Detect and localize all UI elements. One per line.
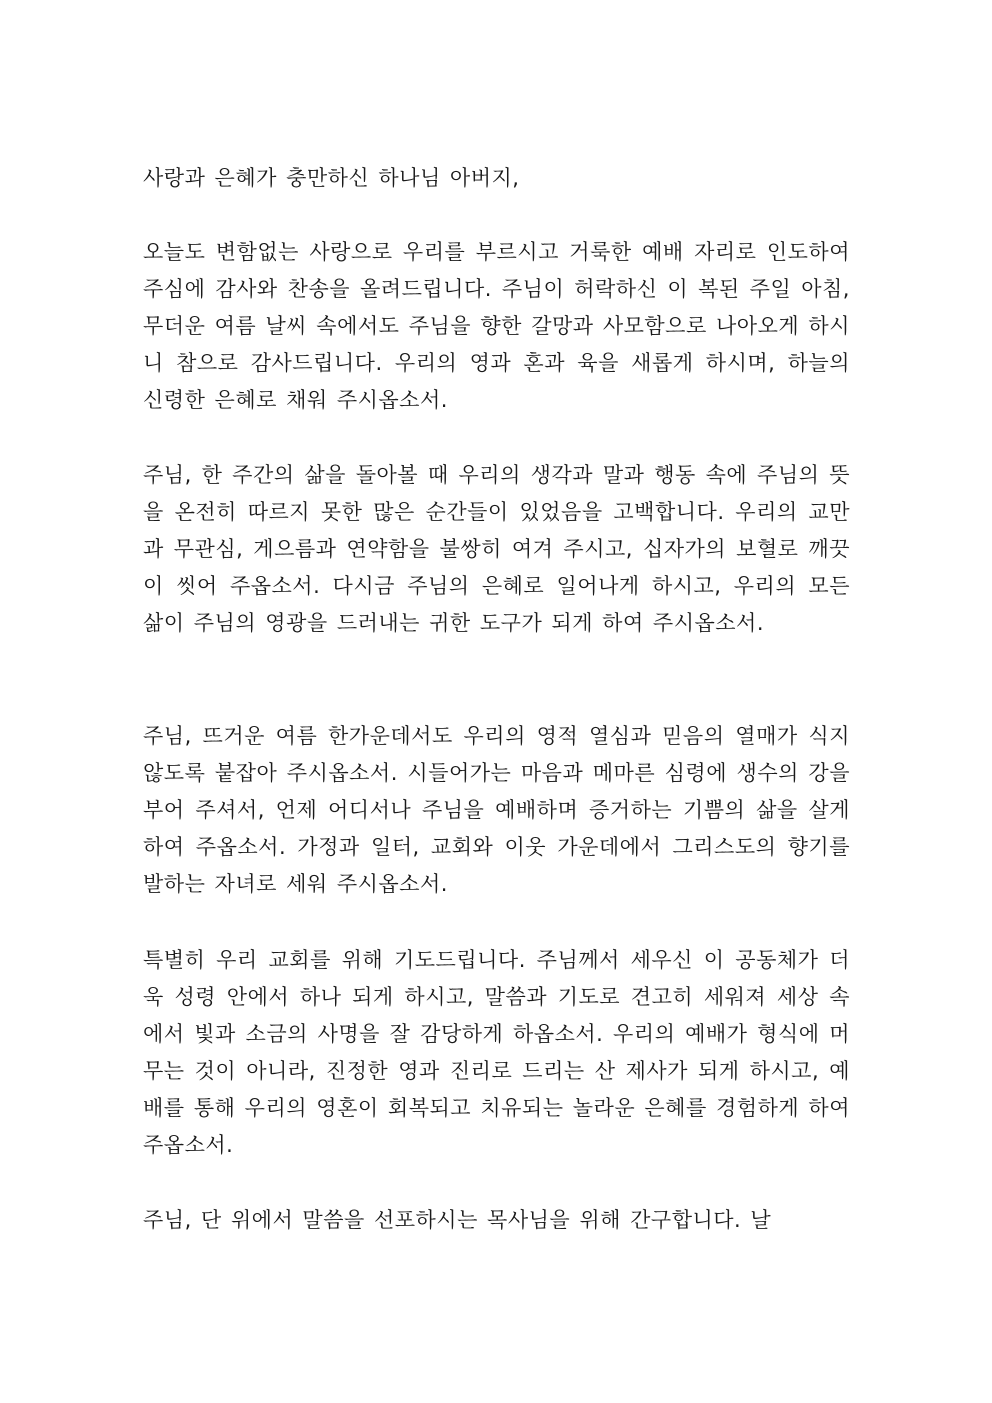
paragraph-pastor: 주님, 단 위에서 말씀을 선포하시는 목사님을 위해 간구합니다. 날 [143, 1208, 772, 1232]
paragraph-confession: 주님, 한 주간의 삶을 돌아볼 때 우리의 생각과 말과 행동 속에 주님의 뜻을 온전히 따르지 못한 많은 순간들이 있었음을 고백합니다. 우리의 교만과 무관심, 게으름과 연약함을 불쌍히 여겨 주시고, 십자가의 보혈로 깨끗이 씻어 주옵소서. 다시금 주님의 은혜로 일어나게 하시고, 우리의 모든 삶이 주님의 영광을 드러내는 귀한 도구가 되게 하여 주시옵소서. [143, 463, 850, 635]
paragraph-thanksgiving: 오늘도 변함없는 사랑으로 우리를 부르시고 거룩한 예배 자리로 인도하여 주심에 감사와 찬송을 올려드립니다. 주님이 허락하신 이 복된 주일 아침, 무더운 여름 날씨 속에서도 주님을 향한 갈망과 사모함으로 나아오게 하시니 참으로 감사드립니다. 우리의 영과 혼과 육을 새롭게 하시며, 하늘의 신령한 은혜로 채워 주시옵소서. [143, 240, 850, 412]
paragraph-summer-faith: 주님, 뜨거운 여름 한가운데서도 우리의 영적 열심과 믿음의 열매가 식지 않도록 붙잡아 주시옵소서. 시들어가는 마음과 메마른 심령에 생수의 강을 부어 주셔서, 언제 어디서나 주님을 예배하며 증거하는 기쁨의 삶을 살게 하여 주옵소서. 가정과 일터, 교회와 이웃 가운데에서 그리스도의 향기를 발하는 자녀로 세워 주시옵소서. [143, 724, 850, 896]
greeting-line: 사랑과 은혜가 충만하신 하나님 아버지, [143, 166, 520, 190]
paragraph-church: 특별히 우리 교회를 위해 기도드립니다. 주님께서 세우신 이 공동체가 더욱 성령 안에서 하나 되게 하시고, 말씀과 기도로 견고히 세워져 세상 속에서 빛과 소금의 사명을 잘 감당하게 하옵소서. 우리의 예배가 형식에 머무는 것이 아니라, 진정한 영과 진리로 드리는 산 제사가 되게 하시고, 예배를 통해 우리의 영혼이 회복되고 치유되는 놀라운 은혜를 경험하게 하여 주옵소서. [143, 948, 850, 1157]
